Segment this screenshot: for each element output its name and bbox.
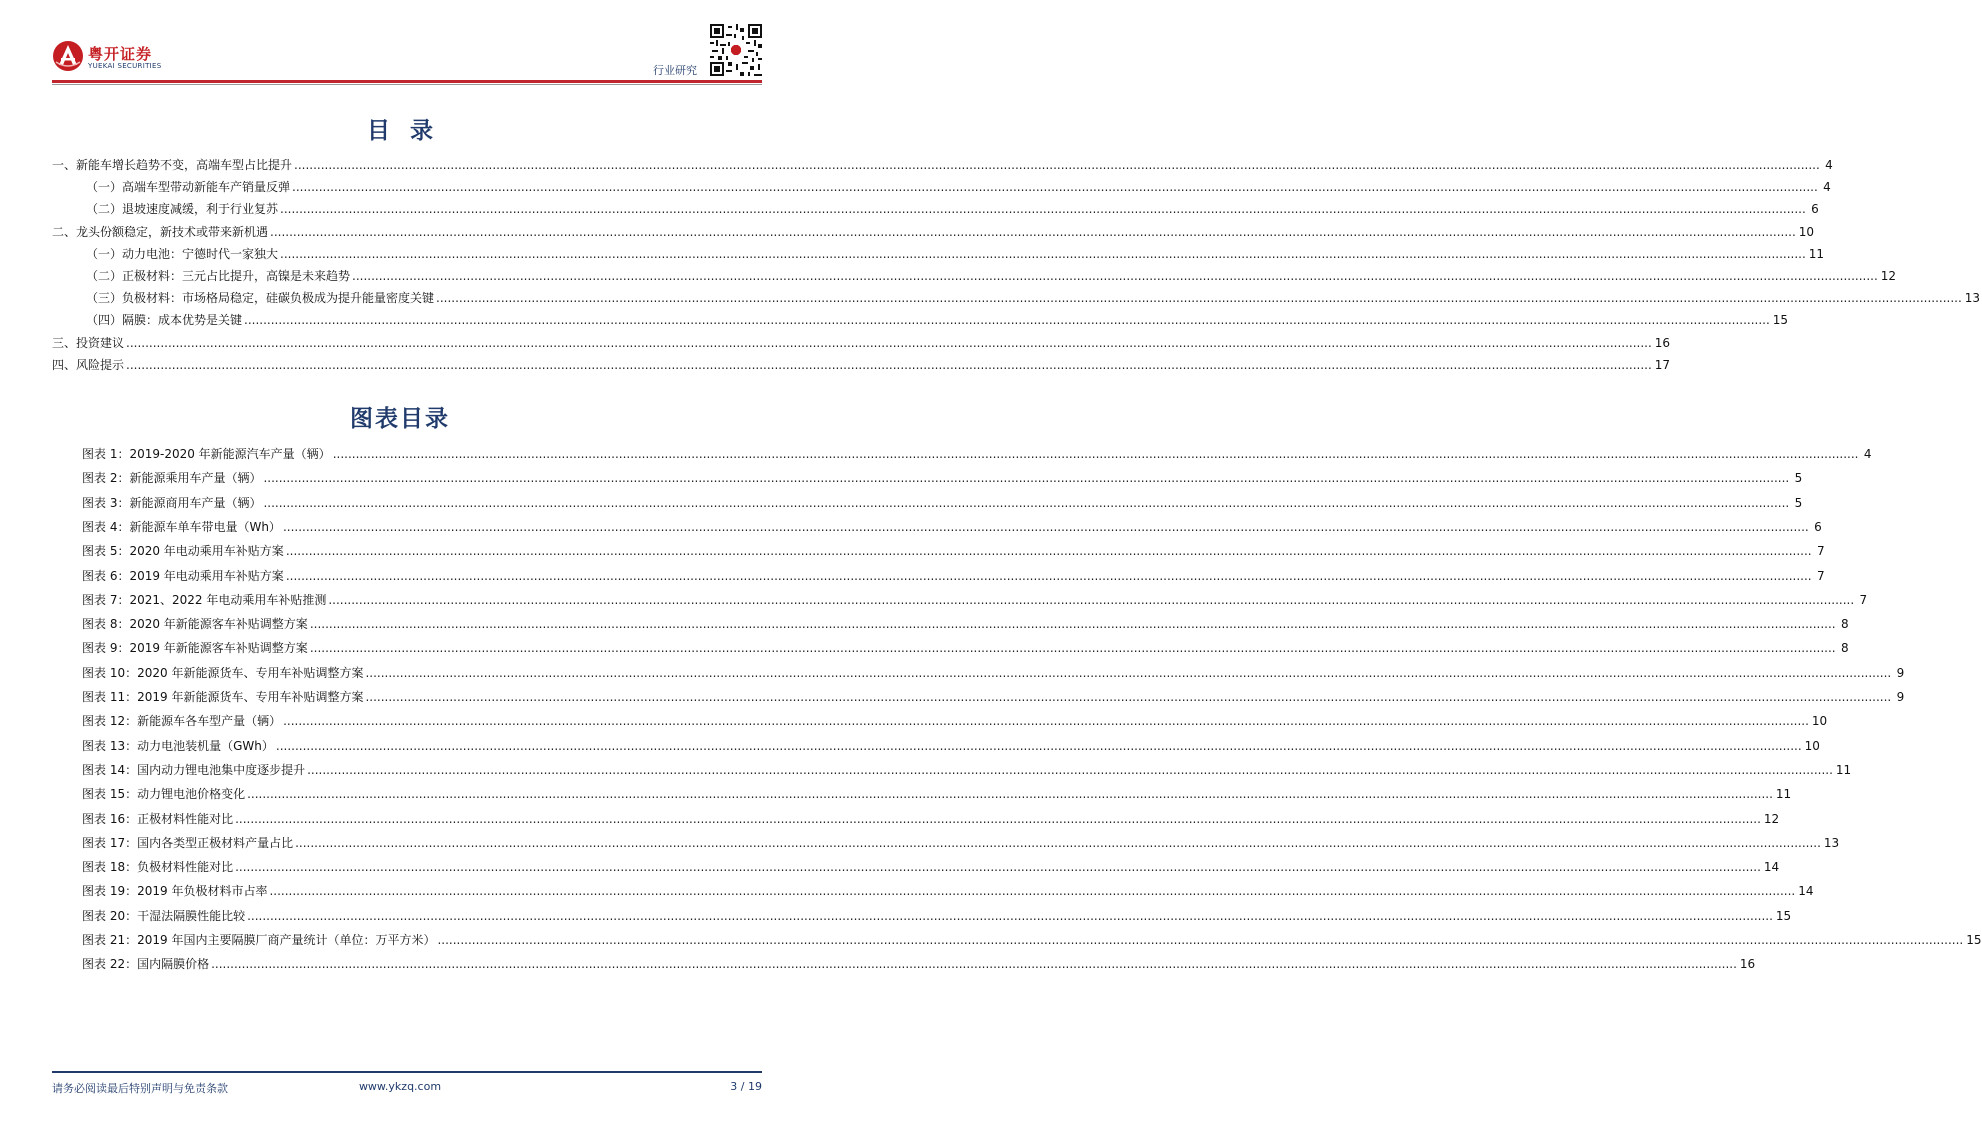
figure-list-item[interactable] [82, 956, 1756, 972]
page-number: 9 [1896, 690, 1905, 704]
figure-label: 图表 7： [82, 592, 130, 607]
toc-item[interactable] [86, 201, 1819, 217]
figure-title: 国内各类型正极材料产量占比 [137, 835, 294, 850]
figure-list-item[interactable] [82, 738, 1820, 754]
dot-leader: ................................................................................................................................................................................................................................................................................................................................................................................................................ [244, 313, 1770, 328]
qr-code-icon [710, 24, 762, 76]
dot-leader: ................................................................................................................................................................................................................................................................................................................................................................................................................ [365, 665, 1892, 680]
figure-title: 2020 年电动乘用车补贴方案 [129, 544, 284, 559]
toc-item[interactable] [52, 335, 1671, 351]
figure-title: 新能源商用车产量（辆） [129, 495, 262, 510]
figure-label: 图表 13： [82, 738, 138, 753]
figure-list-item[interactable] [82, 592, 1868, 608]
figure-list-item[interactable] [82, 470, 1803, 486]
figure-label: 图表 18： [82, 860, 138, 875]
figure-label: 图表 2： [82, 471, 130, 486]
figure-title: 2020 年新能源货车、专用车补贴调整方案 [137, 665, 364, 680]
toc-item-title: （三）负极材料：市场格局稳定，硅碳负极成为提升能量密度关键 [86, 291, 435, 306]
toc-item[interactable] [52, 357, 1671, 373]
yuekai-logo-icon [52, 40, 84, 72]
toc-item-title: （一）动力电池：宁德时代一家独大 [86, 246, 279, 261]
brand-name-en: YUEKAI SECURITIES [88, 62, 162, 70]
figure-label: 图表 11： [82, 690, 138, 704]
figure-title: 国内隔膜价格 [137, 957, 210, 972]
figure-list-item[interactable] [82, 835, 1840, 851]
figure-title: 新能源乘用车产量（辆） [129, 471, 262, 486]
figure-label: 图表 22： [82, 957, 138, 972]
figure-list-item[interactable] [82, 689, 1905, 705]
dot-leader: ................................................................................................................................................................................................................................................................................................................................................................................................................ [307, 762, 1833, 777]
figure-list-item[interactable] [82, 811, 1780, 827]
page-number: 16 [1654, 335, 1671, 350]
toc-item[interactable] [52, 224, 1815, 240]
toc-item-title: 一、新能车增长趋势不变，高端车型占比提升 [52, 158, 293, 172]
figure-title: 负极材料性能对比 [137, 860, 234, 875]
toc-item-title: （四）隔膜：成本优势是关键 [86, 313, 243, 328]
figure-label: 图表 20： [82, 908, 138, 923]
figure-list-item[interactable] [82, 640, 1849, 656]
toc-item[interactable] [86, 312, 1789, 328]
brand-name-cn: 粤开证券 [88, 45, 153, 63]
figure-title: 新能源车各车型产量（辆） [137, 714, 282, 729]
page-number: 7 [1859, 592, 1868, 607]
figure-title: 2019 年国内主要隔膜厂商产量统计（单位：万平方米） [137, 933, 436, 947]
toc-item[interactable] [86, 179, 1831, 195]
dot-leader: ................................................................................................................................................................................................................................................................................................................................................................................................................ [263, 495, 1790, 510]
figure-label: 图表 21： [82, 933, 138, 947]
page-number: 12 [1763, 811, 1780, 826]
figure-list-item[interactable] [82, 568, 1825, 584]
page-number: 15 [1966, 933, 1982, 947]
figure-title: 动力电池装机量（GWh） [137, 738, 274, 753]
figure-list-item[interactable] [82, 519, 1822, 535]
figure-label: 图表 9： [82, 641, 130, 656]
figure-label: 图表 6： [82, 568, 130, 583]
dot-leader: ................................................................................................................................................................................................................................................................................................................................................................................................................ [275, 738, 1802, 753]
figure-title: 2019 年负极材料市占率 [137, 884, 268, 899]
figure-label: 图表 17： [82, 835, 138, 850]
page-number: 15 [1775, 908, 1792, 923]
page-number: 14 [1798, 884, 1814, 899]
page-number: 4 [1825, 158, 1833, 172]
figure-list-item[interactable] [82, 932, 1982, 948]
page-number: 9 [1896, 665, 1905, 680]
dot-leader: ................................................................................................................................................................................................................................................................................................................................................................................................................ [211, 957, 1737, 972]
figure-label: 图表 1： [82, 447, 130, 461]
toc-item[interactable] [86, 268, 1897, 284]
dot-leader: ................................................................................................................................................................................................................................................................................................................................................................................................................ [247, 787, 1773, 802]
page-number: 7 [1816, 544, 1825, 559]
page-number: 10 [1804, 738, 1820, 753]
figure-title: 2019 年电动乘用车补贴方案 [129, 568, 284, 583]
report-type: 行业研究 [653, 64, 697, 77]
figure-title: 新能源车单车带电量（Wh） [129, 519, 281, 534]
dot-leader: ................................................................................................................................................................................................................................................................................................................................................................................................................ [309, 617, 1836, 632]
figure-label: 图表 4： [82, 519, 130, 534]
dot-leader: ................................................................................................................................................................................................................................................................................................................................................................................................................ [263, 471, 1790, 486]
dot-leader: ................................................................................................................................................................................................................................................................................................................................................................................................................ [328, 592, 1855, 607]
page-number: 4 [1863, 447, 1872, 461]
figure-list-item[interactable] [82, 543, 1825, 559]
page-number: 11 [1775, 787, 1792, 802]
dot-leader: ................................................................................................................................................................................................................................................................................................................................................................................................................ [235, 860, 1761, 875]
toc-item-title: 三、投资建议 [52, 335, 125, 350]
toc-item[interactable] [52, 157, 1833, 173]
page-number: 16 [1739, 957, 1756, 972]
dot-leader: ................................................................................................................................................................................................................................................................................................................................................................................................................ [352, 269, 1878, 283]
footer-page-indicator: 3 / 19 [730, 1080, 762, 1093]
figure-label: 图表 5： [82, 544, 130, 559]
toc-item-title: 四、风险提示 [52, 357, 125, 372]
figure-title: 2019 年新能源货车、专用车补贴调整方案 [137, 690, 364, 704]
page-number: 8 [1840, 617, 1849, 632]
figure-list-title: 图表目录 [350, 406, 450, 432]
dot-leader: ................................................................................................................................................................................................................................................................................................................................................................................................................ [126, 335, 1652, 350]
dot-leader: ................................................................................................................................................................................................................................................................................................................................................................................................................ [247, 908, 1773, 923]
figure-list-item[interactable] [82, 859, 1780, 875]
page-number: 13 [1964, 291, 1981, 306]
dot-leader: ................................................................................................................................................................................................................................................................................................................................................................................................................ [270, 224, 1796, 239]
figure-title: 正极材料性能对比 [137, 811, 234, 826]
figure-list-item[interactable] [82, 495, 1803, 511]
dot-leader: ................................................................................................................................................................................................................................................................................................................................................................................................................ [235, 811, 1761, 826]
figure-label: 图表 12： [82, 714, 138, 729]
dot-leader: ................................................................................................................................................................................................................................................................................................................................................................................................................ [126, 357, 1652, 372]
toc-title: 目录 [367, 118, 453, 144]
dot-leader: ................................................................................................................................................................................................................................................................................................................................................................................................................ [294, 158, 1820, 172]
page-number: 13 [1823, 835, 1840, 850]
figure-list-item[interactable] [82, 908, 1792, 924]
page-number: 15 [1772, 313, 1789, 328]
figure-label: 图表 8： [82, 617, 130, 632]
dot-leader: ................................................................................................................................................................................................................................................................................................................................................................................................................ [365, 690, 1892, 704]
figure-list-item[interactable] [82, 665, 1905, 681]
dot-leader: ................................................................................................................................................................................................................................................................................................................................................................................................................ [332, 447, 1859, 461]
page-number: 14 [1763, 860, 1780, 875]
figure-title: 2021、2022 年电动乘用车补贴推测 [129, 592, 327, 607]
header-divider-thin [52, 84, 762, 85]
figure-title: 国内动力锂电池集中度逐步提升 [137, 762, 306, 777]
dot-leader: ................................................................................................................................................................................................................................................................................................................................................................................................................ [269, 884, 1796, 899]
figure-list-item[interactable] [82, 713, 1828, 729]
toc-item[interactable] [86, 246, 1825, 262]
dot-leader: ................................................................................................................................................................................................................................................................................................................................................................................................................ [292, 180, 1818, 195]
toc-item[interactable] [86, 290, 1981, 306]
page-number: 8 [1840, 641, 1849, 656]
page-number: 7 [1816, 568, 1825, 583]
figure-label: 图表 15： [82, 787, 138, 802]
footer-website[interactable]: www.ykzq.com [358, 1080, 442, 1093]
dot-leader: ................................................................................................................................................................................................................................................................................................................................................................................................................ [282, 519, 1809, 534]
header-divider [52, 80, 762, 83]
toc-item-title: （二）正极材料：三元占比提升，高镍是未来趋势 [86, 269, 351, 283]
page-number: 12 [1880, 269, 1897, 283]
figure-label: 图表 16： [82, 811, 138, 826]
page-number: 5 [1794, 471, 1803, 486]
figure-title: 动力锂电池价格变化 [137, 787, 246, 802]
page-number: 11 [1808, 246, 1825, 261]
figure-list-item[interactable] [82, 883, 1814, 899]
toc-item-title: （一）高端车型带动新能车产销量反弹 [86, 180, 291, 195]
page-number: 10 [1811, 714, 1828, 729]
figure-label: 图表 10： [82, 665, 138, 680]
dot-leader: ................................................................................................................................................................................................................................................................................................................................................................................................................ [285, 544, 1812, 559]
dot-leader: ................................................................................................................................................................................................................................................................................................................................................................................................................ [280, 202, 1806, 217]
dot-leader: ................................................................................................................................................................................................................................................................................................................................................................................................................ [436, 291, 1962, 306]
page-number: 11 [1835, 762, 1852, 777]
figure-label: 图表 3： [82, 495, 130, 510]
footer-disclaimer: 请务必阅读最后特别声明与免责条款 [52, 1082, 228, 1095]
figure-title: 2020 年新能源客车补贴调整方案 [129, 617, 308, 632]
figure-label: 图表 14： [82, 762, 138, 777]
dot-leader: ................................................................................................................................................................................................................................................................................................................................................................................................................ [295, 835, 1821, 850]
page-header [0, 0, 800, 90]
page-number: 5 [1794, 495, 1803, 510]
dot-leader: ................................................................................................................................................................................................................................................................................................................................................................................................................ [280, 246, 1806, 261]
toc-item-title: （二）退坡速度减缓，利于行业复苏 [86, 202, 279, 217]
dot-leader: ................................................................................................................................................................................................................................................................................................................................................................................................................ [309, 641, 1836, 656]
figure-list-item[interactable] [82, 446, 1872, 462]
figure-list-item[interactable] [82, 762, 1852, 778]
page-number: 6 [1814, 519, 1822, 534]
toc-item-title: 二、龙头份额稳定，新技术或带来新机遇 [52, 224, 269, 239]
figure-title: 2019-2020 年新能源汽车产量（辆） [129, 447, 331, 461]
page-number: 4 [1823, 180, 1831, 195]
figure-label: 图表 19： [82, 884, 138, 899]
footer-divider [52, 1071, 762, 1073]
dot-leader: ................................................................................................................................................................................................................................................................................................................................................................................................................ [285, 568, 1812, 583]
dot-leader: ................................................................................................................................................................................................................................................................................................................................................................................................................ [437, 933, 1964, 947]
figure-title: 2019 年新能源客车补贴调整方案 [129, 641, 308, 656]
page-number: 17 [1654, 357, 1671, 372]
figure-list-item[interactable] [82, 616, 1849, 632]
page-number: 6 [1811, 202, 1819, 217]
dot-leader: ................................................................................................................................................................................................................................................................................................................................................................................................................ [283, 714, 1809, 729]
figure-title: 干湿法隔膜性能比较 [137, 908, 246, 923]
figure-list-item[interactable] [82, 786, 1792, 802]
page-number: 10 [1798, 224, 1815, 239]
